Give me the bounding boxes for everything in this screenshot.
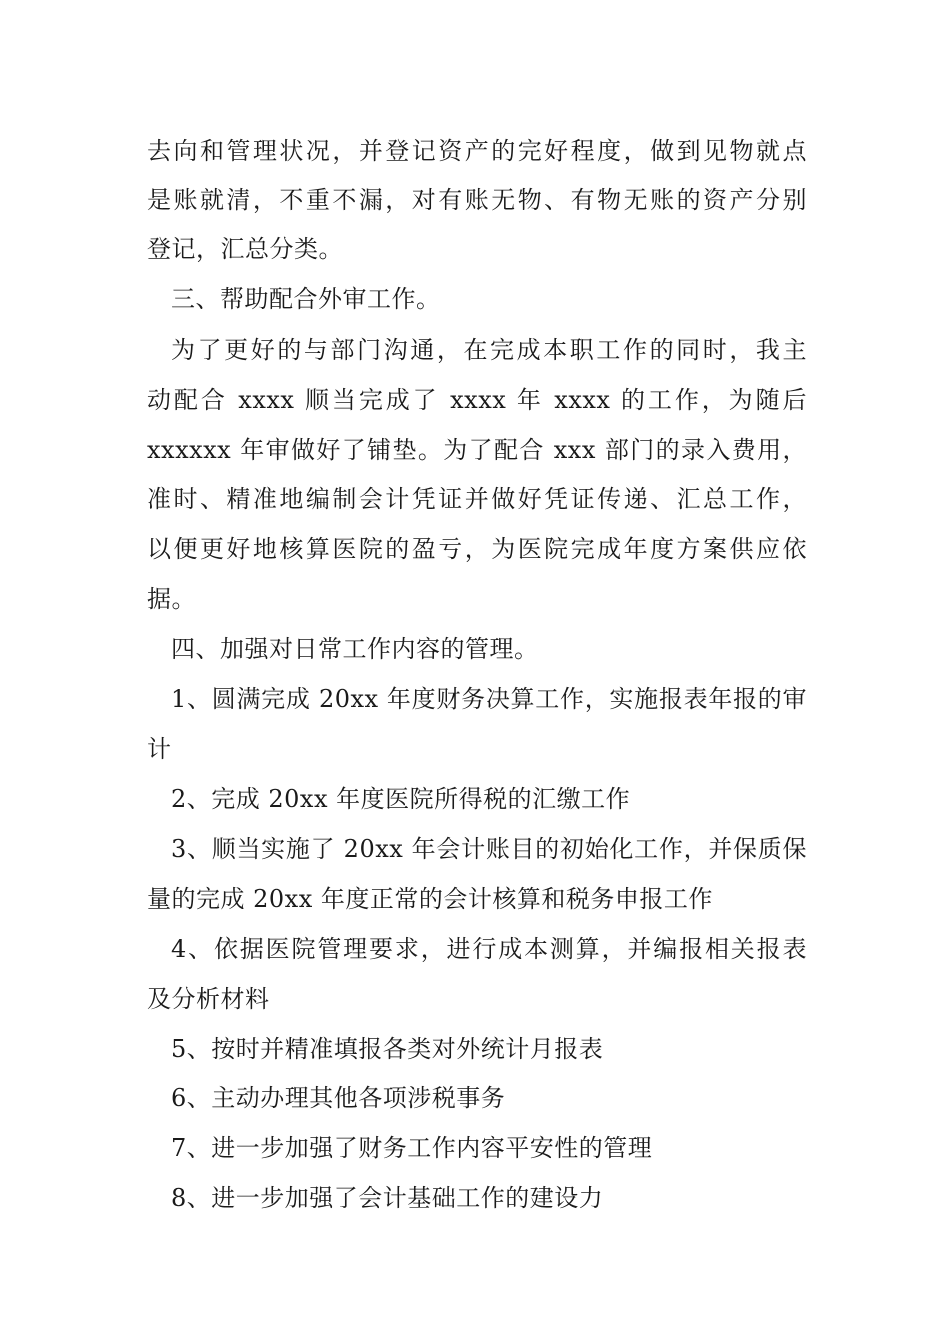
list-item: 3、顺当实施了 20xx 年会计账目的初始化工作，并保质保	[171, 835, 807, 863]
paragraph-line: 以便更好地核算医院的盈亏，为医院完成年度方案供应依	[147, 535, 807, 563]
paragraph-line: 是账就清，不重不漏，对有账无物、有物无账的资产分别	[147, 186, 807, 214]
list-item-continuation: 计	[147, 735, 172, 763]
section-heading: 三、帮助配合外审工作。	[171, 285, 441, 313]
list-item: 5、按时并精准填报各类对外统计月报表	[171, 1035, 604, 1063]
list-item-continuation: 及分析材料	[147, 985, 270, 1013]
paragraph-line: 去向和管理状况，并登记资产的完好程度，做到见物就点	[147, 137, 807, 165]
list-item: 2、完成 20xx 年度医院所得税的汇缴工作	[171, 785, 631, 813]
list-item: 7、进一步加强了财务工作内容平安性的管理	[171, 1134, 653, 1162]
list-item: 1、圆满完成 20xx 年度财务决算工作，实施报表年报的审	[171, 685, 807, 713]
paragraph-line: 据。	[147, 585, 196, 613]
section-heading: 四、加强对日常工作内容的管理。	[171, 635, 539, 663]
list-item: 4、依据医院管理要求，进行成本测算，并编报相关报表	[171, 935, 807, 963]
list-item: 6、主动办理其他各项涉税事务	[171, 1084, 506, 1112]
list-item-continuation: 量的完成 20xx 年度正常的会计核算和税务申报工作	[147, 885, 713, 913]
paragraph-line: 为了更好的与部门沟通，在完成本职工作的同时，我主	[171, 336, 807, 364]
paragraph-line: 准时、精准地编制会计凭证并做好凭证传递、汇总工作，	[147, 485, 807, 513]
paragraph-line: 动配合 xxxx 顺当完成了 xxxx 年 xxxx 的工作，为随后	[147, 386, 807, 414]
paragraph-line: xxxxxx 年审做好了铺垫。为了配合 xxx 部门的录入费用，	[147, 436, 807, 464]
paragraph-line: 登记，汇总分类。	[147, 235, 343, 263]
list-item: 8、进一步加强了会计基础工作的建设力	[171, 1184, 604, 1212]
